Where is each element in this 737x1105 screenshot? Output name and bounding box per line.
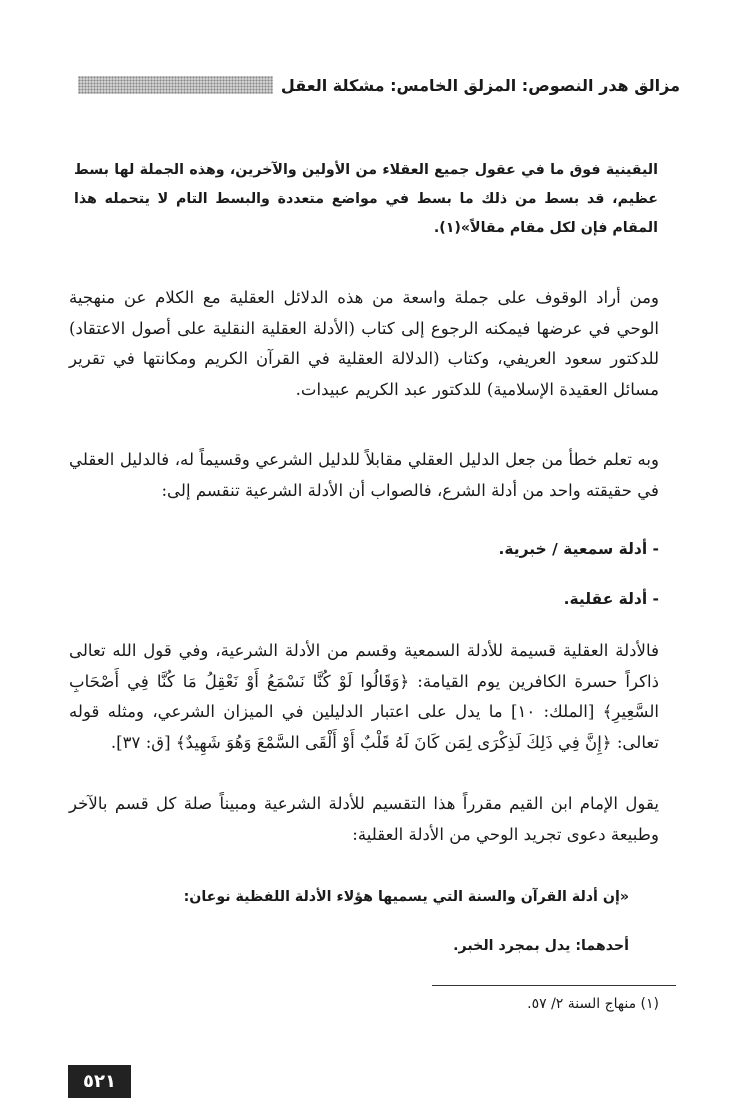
header-decorative-band (78, 76, 273, 94)
paragraph-2: وبه تعلم خطأ من جعل الدليل العقلي مقابلاً للدليل الشرعي وقسيماً له، فالدليل العقلي في حقيقته واحد من أدلة الشرع، فالصواب أن الأدلة الشرعية تنقسم إلى: (69, 450, 659, 500)
quote-continuation: اليقينية فوق ما في عقول جميع العقلاء من الأولين والآخرين، وهذه الجملة لها بسط عظيم، قد بسط من ذلك ما بسط في مواضع متعددة والبسط التام لا يتحمله هذا المقام فإن لكل مقام مقالاً»(١). (74, 162, 658, 236)
list-item-aql-evidence: - أدلة عقلية. (563, 590, 659, 608)
footnote: (١) منهاج السنة ٢/ ٥٧. (527, 996, 659, 1012)
quote-ibn-qayyim: «إن أدلة القرآن والسنة التي يسميها هؤلاء الأدلة اللفظية نوعان: (183, 889, 629, 905)
quote-ibn-qayyim-first-type: أحدهما: يدل بمجرد الخبر. (453, 938, 629, 954)
paragraph-4: يقول الإمام ابن القيم مقرراً هذا التقسيم للأدلة الشرعية ومبيناً صلة كل قسم بالآخر وطبيعة دعوى تجريد الوحي من الأدلة العقلية: (69, 794, 659, 844)
paragraph-3: فالأدلة العقلية قسيمة للأدلة السمعية وقسم من الأدلة الشرعية، وفي قول الله تعالى ذاكراً حسرة الكافرين يوم القيامة: ﴿وَقَالُوا لَوْ كُنَّا نَسْمَعُ أَوْ نَعْقِلُ مَا كُنَّا فِي أَصْحَابِ السَّعِيرِ﴾ [الملك: ١٠] ما يدل على اعتبار الدليلين في الميزان الشرعي، ومثله قوله تعالى: ﴿إِنَّ فِي ذَلِكَ لَذِكْرَى لِمَن كَانَ لَهُ قَلْبٌ أَوْ أَلْقَى السَّمْعَ وَهُوَ شَهِيدٌ﴾ [ق: ٣٧]. (69, 641, 659, 752)
list-item-sam-evidence: - أدلة سمعية / خبرية. (498, 540, 659, 558)
running-header (78, 72, 680, 98)
header-title: مزالق هدر النصوص: المزلق الخامس: مشكلة العقل (273, 76, 680, 95)
page-number: ٥٢١ (68, 1065, 131, 1098)
paragraph-1: ومن أراد الوقوف على جملة واسعة من هذه الدلائل العقلية مع الكلام عن منهجية الوحي في عرضها فيمكنه الرجوع إلى كتاب (الأدلة العقلية النقلية على أصول الاعتقاد) للدكتور سعود العريفي، وكتاب (الدلالة العقلية في القرآن الكريم ومكانتها في تقرير مسائل العقيدة الإسلامية) للدكتور عبد الكريم عبيدات. (69, 288, 659, 399)
footnote-divider (432, 985, 676, 986)
